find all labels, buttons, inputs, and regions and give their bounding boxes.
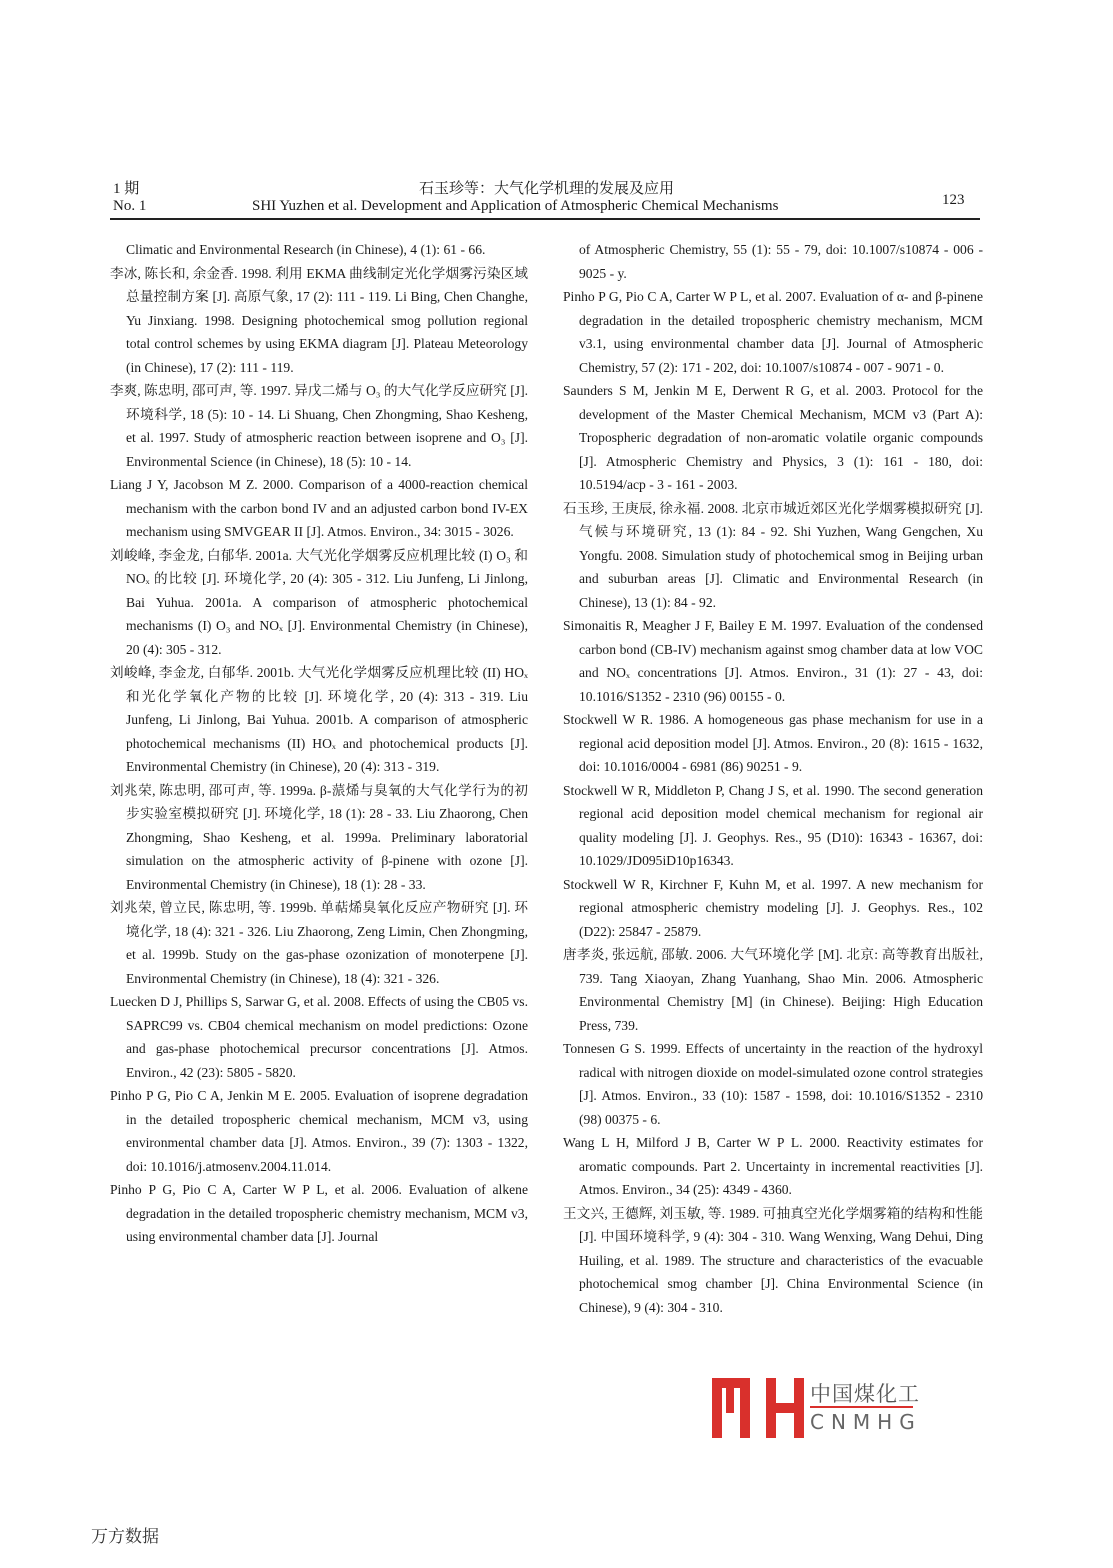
running-title-en: SHI Yuzhen et al. Development and Application of Atmospheric Chemical Mechanisms	[252, 198, 779, 214]
reference-entry: 李冰, 陈长和, 余金香. 1998. 利用 EKMA 曲线制定光化学烟雾污染区域总量控制方案 [J]. 高原气象, 17 (2): 111 - 119. Li Bing, Chen Changhe, Yu Jinxiang. 1998. Designing photochemical smog pollution regional total control schemes by using EKMA diagram [J]. Plateau Meteorology (in Chinese), 17 (2): 111 - 119.	[110, 265, 528, 375]
issue-number-cn: 1 期	[113, 181, 140, 197]
running-title-cn: 石玉珍等：大气化学机理的发展及应用	[418, 181, 674, 197]
reference-entry: Stockwell W R, Kirchner F, Kuhn M, et al. 1997. A new mechanism for regional atmospheric chemistry modeling [J]. J. Geophys. Res., 102 (D22): 25847 - 25879.	[563, 876, 983, 939]
page-number: 123	[942, 192, 965, 208]
reference-entry: Liang J Y, Jacobson M Z. 2000. Comparison of a 4000-reaction chemical mechanism with the carbon bond IV and an adjusted carbon bond IV-EX mechanism using SMVGEAR II [J]. Atmos. Environ., 34: 3015 - 3026.	[110, 477, 528, 539]
watermark-text-cn: 中国煤化工	[810, 1382, 920, 1406]
reference-entry: 刘峻峰, 李金龙, 白郁华. 2001b. 大气光化学烟雾反应机理比较 (II) HOₓ 和光化学氧化产物的比较 [J]. 环境化学, 20 (4): 313 - 319. Liu Junfeng, Li Jinlong, Bai Yuhua. 2001b. A comparison of atmospheric photochemical mechanisms (II) HOₓ and photochemical products [J]. Environmental Chemistry (in Chinese), 20 (4): 313 - 319.	[110, 665, 528, 774]
reference-entry: Pinho P G, Pio C A, Carter W P L, et al. 2006. Evaluation of alkene degradation in the detailed tropospheric chemistry mechanism, MCM v3, using environmental chamber data [J]. Journal	[110, 1182, 528, 1244]
reference-entry: 刘峻峰, 李金龙, 白郁华. 2001a. 大气光化学烟雾反应机理比较 (I) O₃ 和 NOₓ 的比较 [J]. 环境化学, 20 (4): 305 - 312. Liu Junfeng, Li Jinlong, Bai Yuhua. 2001a. A comparison of atmospheric photochemical mechanisms (I) O₃ and NOₓ [J]. Environmental Chemistry (in Chinese), 20 (4): 305 - 312.	[110, 547, 528, 657]
reference-entry: Saunders S M, Jenkin M E, Derwent R G, et al. 2003. Protocol for the development of the Master Chemical Mechanism, MCM v3 (Part A): Tropospheric degradation of non-aromatic volatile organic compounds [J]. Atmospheric Chemistry and Physics, 3 (1): 161 - 180, doi: 10.5194/acp - 3 - 161 - 2003.	[563, 383, 983, 492]
reference-entry: Tonnesen G S. 1999. Effects of uncertainty in the reaction of the hydroxyl radical with nitrogen dioxide on model-simulated ozone control strategies [J]. Atmos. Environ., 33 (10): 1587 - 1598, doi: 10.1016/S1352 - 2310 (98) 00375 - 6.	[563, 1041, 983, 1127]
reference-entry: 李爽, 陈忠明, 邵可声, 等. 1997. 异戊二烯与 O₃ 的大气化学反应研究 [J]. 环境科学, 18 (5): 10 - 14. Li Shuang, Chen Zhongming, Shao Kesheng, et al. 1997. Study of atmospheric reaction between isoprene and O₃ [J]. Environmental Science (in Chinese), 18 (5): 10 - 14.	[110, 383, 528, 469]
source-footer: 万方数据	[91, 1527, 159, 1547]
references-right-column	[563, 238, 983, 1319]
cnmhg-logo-icon	[712, 1378, 804, 1438]
reference-continuation: Climatic and Environmental Research (in Chinese), 4 (1): 61 - 66.	[126, 242, 486, 257]
reference-entry: 刘兆荣, 曾立民, 陈忠明, 等. 1999b. 单萜烯臭氧化反应产物研究 [J]. 环境化学, 18 (4): 321 - 326. Liu Zhaorong, Zeng Limin, Chen Zhongming, et al. 1999b. Study on the gas-phase ozonization of monoterpene [J]. Environmental Chemistry (in Chinese), 18 (4): 321 - 326.	[110, 900, 528, 986]
reference-continuation: of Atmospheric Chemistry, 55 (1): 55 - 79, doi: 10.1007/s10874 - 006 - 9025 - y.	[579, 242, 983, 281]
reference-entry: Wang L H, Milford J B, Carter W P L. 2000. Reactivity estimates for aromatic compounds. Part 2. Uncertainty in incremental reactivities [J]. Atmos. Environ., 34 (25): 4349 - 4360.	[563, 1135, 983, 1197]
issue-number-en: No. 1	[113, 198, 147, 214]
references-left-column	[110, 238, 528, 1249]
cnmhg-logo	[712, 1378, 804, 1443]
reference-entry: Simonaitis R, Meagher J F, Bailey E M. 1997. Evaluation of the condensed carbon bond (CB-IV) mechanism against smog chamber data at low VOC and NOₓ concentrations [J]. Atmos. Environ., 31 (1): 27 - 43, doi: 10.1016/S1352 - 2310 (96) 00155 - 0.	[563, 618, 983, 704]
reference-entry: 唐孝炎, 张远航, 邵敏. 2006. 大气环境化学 [M]. 北京: 高等教育出版社, 739. Tang Xiaoyan, Zhang Yuanhang, Shao Min. 2006. Atmospheric Environmental Chemistry [M] (in Chinese). Beijing: High Education Press, 739.	[563, 947, 983, 1033]
reference-entry: 刘兆荣, 陈忠明, 邵可声, 等. 1999a. β-蒎烯与臭氧的大气化学行为的初步实验室模拟研究 [J]. 环境化学, 18 (1): 28 - 33. Liu Zhaorong, Chen Zhongming, Shao Kesheng, et al. 1999a. Preliminary laboratorial simulation on the atmospheric activity of β-pinene with ozone [J]. Environmental Chemistry (in Chinese), 18 (1): 28 - 33.	[110, 782, 528, 892]
reference-entry: Pinho P G, Pio C A, Carter W P L, et al. 2007. Evaluation of α- and β-pinene degradation in the detailed tropospheric chemistry mechanism, MCM v3.1, using environmental chamber data [J]. Journal of Atmospheric Chemistry, 57 (2): 171 - 202, doi: 10.1007/s10874 - 007 - 9071 - 0.	[563, 289, 983, 375]
reference-entry: 石玉珍, 王庚辰, 徐永福. 2008. 北京市城近郊区光化学烟雾模拟研究 [J]. 气候与环境研究, 13 (1): 84 - 92. Shi Yuzhen, Wang Gengchen, Xu Yongfu. 2008. Simulation study of photochemical smog in Beijing urban and suburban areas [J]. Climatic and Environmental Research (in Chinese), 13 (1): 84 - 92.	[563, 500, 983, 610]
header-rule	[110, 218, 980, 220]
reference-entry: Luecken D J, Phillips S, Sarwar G, et al. 2008. Effects of using the CB05 vs. SAPRC99 vs. CB04 chemical mechanism on model predictions: Ozone and gas-phase photochemical precursor concentrations [J]. Atmos. Environ., 42 (23): 5805 - 5820.	[110, 994, 528, 1080]
reference-entry: Pinho P G, Pio C A, Jenkin M E. 2005. Evaluation of isoprene degradation in the detailed tropospheric chemical mechanism, MCM v3, using environmental chamber data [J]. Atmos. Environ., 39 (7): 1303 - 1322, doi: 10.1016/j.atmosenv.2004.11.014.	[110, 1088, 528, 1174]
reference-entry: Stockwell W R, Middleton P, Chang J S, et al. 1990. The second generation regional acid deposition model chemical mechanism for regional air quality modeling [J]. J. Geophys. Res., 95 (D10): 16343 - 16367, doi: 10.1029/JD095iD10p16343.	[563, 782, 983, 868]
reference-entry: 王文兴, 王德辉, 刘玉敏, 等. 1989. 可抽真空光化学烟雾箱的结构和性能 [J]. 中国环境科学, 9 (4): 304 - 310. Wang Wenxing, Wang Dehui, Ding Huiling, et al. 1989. The structure and characteristics of the evacuable photochemical smog chamber [J]. China Environmental Science (in Chinese), 9 (4): 304 - 310.	[563, 1205, 983, 1315]
watermark-divider	[810, 1406, 913, 1408]
reference-entry: Stockwell W R. 1986. A homogeneous gas phase mechanism for use in a regional acid deposition model [J]. Atmos. Environ., 20 (8): 1615 - 1632, doi: 10.1016/0004 - 6981 (86) 90251 - 9.	[563, 712, 983, 774]
watermark-text-en: CNMHG	[810, 1410, 922, 1434]
